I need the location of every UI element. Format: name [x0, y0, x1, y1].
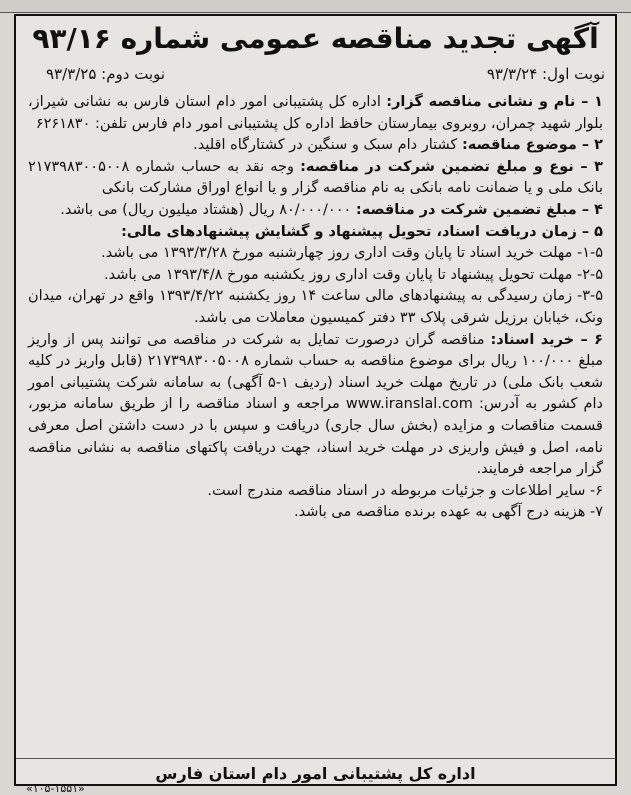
- tender-notice: [14, 14, 617, 795]
- section-2: ۲ – موضوع مناقصه: کشتار دام سبک و سنگین در کشتارگاه اقلید.: [193, 137, 603, 154]
- footer-divider: [16, 758, 615, 759]
- issuer-signature: اداره کل پشتیبانی امور دام استان فارس: [155, 764, 476, 783]
- section-7: ۷- هزینه درج آگهی به عهده برنده مناقصه می باشد.: [293, 504, 603, 521]
- section-5-3: ۳-۵- زمان رسیدگی به پیشنهادهای مالی ساعت ۱۴ روز یکشنبه ۱۳۹۳/۴/۲۲ واقع در تهران، میدان ونک، خیابان برزیل شرقی پلاک ۳۳ دفتر کمیسیون معاملات می باشد.: [28, 288, 604, 326]
- section-5-1: ۱-۵- مهلت خرید اسناد تا پایان وقت اداری روز چهارشنبه مورخ ۱۳۹۳/۳/۲۸ می باشد.: [101, 245, 603, 262]
- section-5: ۵ – زمان دریافت اسناد، تحویل پیشنهاد و گشایش پیشنهادهای مالی:: [121, 223, 603, 240]
- section-4: ۴ – مبلغ تضمین شرکت در مناقصه: ۸۰/۰۰۰/۰۰۰ ریال (هشتاد میلیون ریال) می باشد.: [60, 201, 603, 218]
- second-round-date: نوبت دوم: ۹۳/۳/۲۵: [46, 65, 166, 83]
- first-round-date: نوبت اول: ۹۳/۳/۲۴: [486, 65, 605, 83]
- previous-ad-strip: [0, 0, 631, 13]
- notice-title: آگهی تجدید مناقصه عمومی شماره ۹۳/۱۶: [32, 22, 599, 55]
- section-6-other: ۶- سایر اطلاعات و جزئیات مربوطه در اسناد مناقصه مندرج است.: [207, 482, 603, 499]
- section-1: ۱ – نام و نشانی مناقصه گزار: اداره کل پشتیبانی امور دام استان فارس به نشانی شیراز، بلوار شهید چمران، روبروی بیمارستان حافظ اداره کل پشتیبانی امور دام فارس تلفن: ۶۲۶۱۸۳۰: [28, 94, 603, 132]
- notice-body: [28, 92, 603, 524]
- section-5-2: ۲-۵- مهلت تحویل پیشنهاد تا پایان وقت اداری روز یکشنبه مورخ ۱۳۹۳/۴/۸ می باشد.: [104, 266, 603, 283]
- section-3: ۳ – نوع و مبلغ تضمین شرکت در مناقصه: وجه نقد به حساب شماره ۲۱۷۳۹۸۳۰۰۵۰۰۸ بانک ملی و یا ضمانت نامه بانکی به نام مناقصه گزار و یا انواع اوراق مشارکت بانکی: [28, 158, 604, 197]
- section-6: ۶ – خرید اسناد: مناقصه گران درصورت تمایل به شرکت در مناقصه می توانند پس از واریز مبلغ ۱۰۰/۰۰۰ ریال برای موضوع مناقصه به حساب شماره ۲۱۷۳۹۸۳۰۰۵۰۰۸ (قابل واریز در کلیه شعب بانک ملی) در تاریخ مهلت خرید اسناد (ردیف ۱-۵ آگهی) به سامانه شرکت پشتیبانی امور دام کشور به آدرس: www.iranslal.com مراجعه و اسناد مناقصه را از طریق سامانه مزبور، قسمت مناقصات و مزایده (بخش سال جاری) دریافت و سپس با در دست داشتن اصل معرفی نامه، اصل و فیش واریزی در مهلت خرید اسناد، جهت دریافت پاکتهای مناقصه به نشانی مناقصه گزار مراجعه فرمایند.: [28, 331, 603, 478]
- ad-code: «۱۰۵-۱۵۵۱»: [26, 782, 85, 795]
